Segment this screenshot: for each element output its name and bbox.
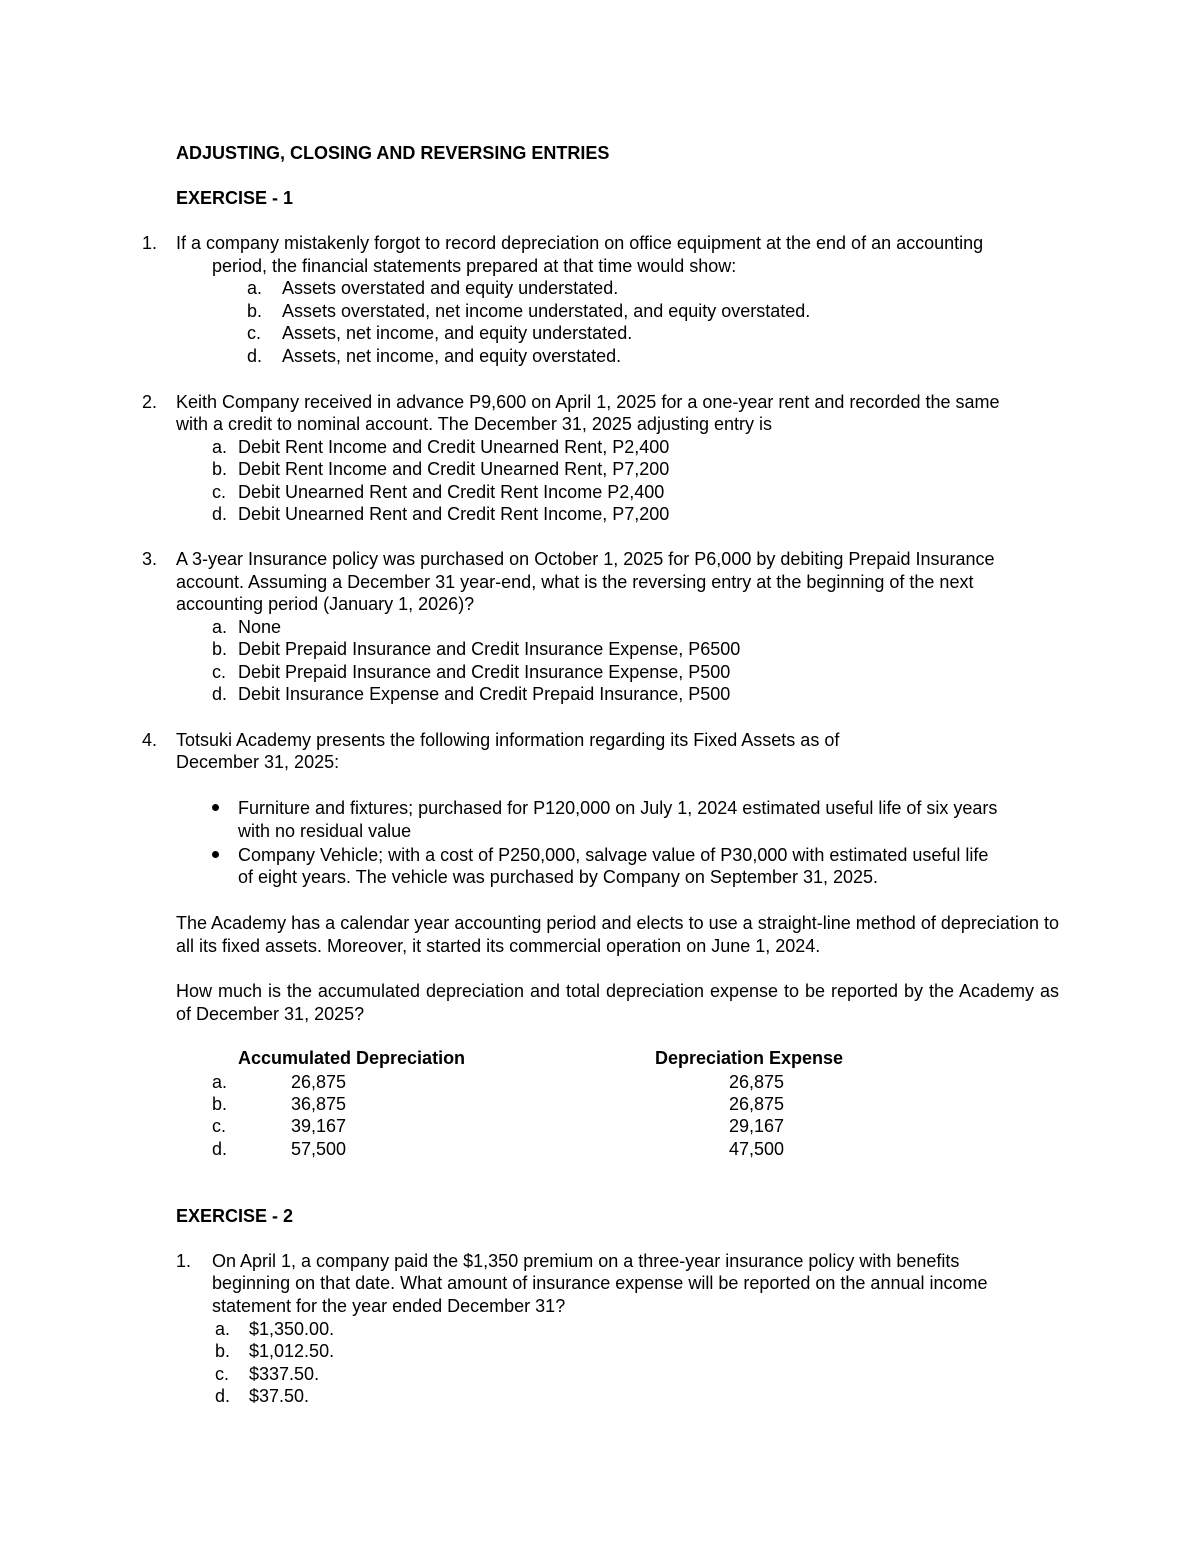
question-text-line: period, the financial statements prepared at that time would show: [212, 256, 737, 276]
question-text-line: accounting period (January 1, 2026)? [176, 594, 475, 614]
option-letter: d. [212, 504, 228, 524]
option-text: Assets, net income, and equity understated. [282, 323, 633, 343]
column-header-expense: Depreciation Expense [655, 1048, 844, 1068]
document-title: ADJUSTING, CLOSING AND REVERSING ENTRIES [176, 143, 610, 163]
question-paragraph: How much is the accumulated depreciation and total depreciation expense to be reported by the Academy as of December 31, 2025? [176, 981, 1059, 1024]
question-number: 2. [142, 392, 158, 412]
option-letter: a. [247, 278, 263, 298]
question-paragraph: The Academy has a calendar year accounting period and elects to use a straight-line method of depreciation to all its fixed assets. Moreover, it started its commercial operation on June 1, 2024. [176, 913, 1059, 956]
bullet-icon [212, 844, 222, 867]
option-letter: a. [212, 617, 228, 637]
option-letter: b. [212, 459, 228, 479]
option-text: $1,012.50. [249, 1341, 335, 1361]
exercise-2-heading: EXERCISE - 2 [176, 1206, 294, 1226]
question-text-line: statement for the year ended December 31? [212, 1296, 566, 1316]
question-text-line: If a company mistakenly forgot to record depreciation on office equipment at the end of an accounting [176, 233, 984, 253]
option-letter: c. [247, 323, 262, 343]
accumulated-value: 36,875 [291, 1094, 347, 1114]
question-text-line: On April 1, a company paid the $1,350 premium on a three-year insurance policy with benefits [212, 1251, 960, 1271]
option-text: $1,350.00. [249, 1319, 335, 1339]
option-text: Assets, net income, and equity overstated. [282, 346, 622, 366]
option-text: Debit Insurance Expense and Credit Prepaid Insurance, P500 [238, 684, 731, 704]
option-text: Debit Rent Income and Credit Unearned Rent, P7,200 [238, 459, 670, 479]
row-letter: d. [212, 1139, 228, 1159]
question-number: 4. [142, 730, 158, 750]
expense-value: 47,500 [728, 1139, 784, 1159]
accumulated-value: 39,167 [291, 1116, 347, 1136]
accumulated-value: 26,875 [291, 1072, 347, 1092]
option-text: None [238, 617, 282, 637]
question-text-line: with a credit to nominal account. The December 31, 2025 adjusting entry is [176, 414, 772, 434]
option-text: Debit Unearned Rent and Credit Rent Income P2,400 [238, 482, 665, 502]
accumulated-value: 57,500 [291, 1139, 347, 1159]
question-text-line: Totsuki Academy presents the following information regarding its Fixed Assets as of [176, 730, 840, 750]
question-text-line: account. Assuming a December 31 year-end, what is the reversing entry at the beginning of the next [176, 572, 974, 592]
bullet-text-line: of eight years. The vehicle was purchased by Company on September 31, 2025. [238, 867, 879, 887]
option-letter: b. [247, 301, 263, 321]
option-letter: b. [212, 639, 228, 659]
bullet-text-line: Company Vehicle; with a cost of P250,000, salvage value of P30,000 with estimated useful life [238, 845, 989, 865]
bullet-icon [212, 797, 222, 820]
question-text-line: A 3-year Insurance policy was purchased on October 1, 2025 for P6,000 by debiting Prepaid Insurance [176, 549, 995, 569]
option-text: Debit Prepaid Insurance and Credit Insurance Expense, P6500 [238, 639, 741, 659]
expense-value: 26,875 [728, 1094, 784, 1114]
option-letter: a. [212, 437, 228, 457]
question-number: 1. [142, 233, 158, 253]
option-text: Assets overstated and equity understated. [282, 278, 619, 298]
option-text: Assets overstated, net income understated, and equity overstated. [282, 301, 811, 321]
question-text-line: December 31, 2025: [176, 752, 340, 772]
option-letter: a. [215, 1319, 231, 1339]
option-letter: d. [215, 1386, 231, 1406]
option-text: $337.50. [249, 1364, 320, 1384]
row-letter: b. [212, 1094, 228, 1114]
option-text: Debit Unearned Rent and Credit Rent Income, P7,200 [238, 504, 670, 524]
option-letter: c. [212, 482, 227, 502]
question-number: 1. [176, 1251, 192, 1271]
question-text-line: beginning on that date. What amount of insurance expense will be reported on the annual income [212, 1273, 988, 1293]
option-letter: d. [212, 684, 228, 704]
option-text: $37.50. [249, 1386, 310, 1406]
row-letter: c. [212, 1116, 227, 1136]
question-text-line: Keith Company received in advance P9,600 on April 1, 2025 for a one-year rent and recorded the same [176, 392, 1000, 412]
option-text: Debit Rent Income and Credit Unearned Rent, P2,400 [238, 437, 670, 457]
option-letter: b. [215, 1341, 231, 1361]
exercise-1-heading: EXERCISE - 1 [176, 188, 294, 208]
option-text: Debit Prepaid Insurance and Credit Insurance Expense, P500 [238, 662, 731, 682]
expense-value: 29,167 [728, 1116, 784, 1136]
bullet-text-line: Furniture and fixtures; purchased for P120,000 on July 1, 2024 estimated useful life of six years [238, 798, 998, 818]
bullet-text-line: with no residual value [238, 821, 412, 841]
question-number: 3. [142, 549, 158, 569]
option-letter: d. [247, 346, 263, 366]
option-letter: c. [212, 662, 227, 682]
column-header-accumulated: Accumulated Depreciation [238, 1048, 466, 1068]
option-letter: c. [215, 1364, 230, 1384]
expense-value: 26,875 [728, 1072, 784, 1092]
row-letter: a. [212, 1072, 228, 1092]
